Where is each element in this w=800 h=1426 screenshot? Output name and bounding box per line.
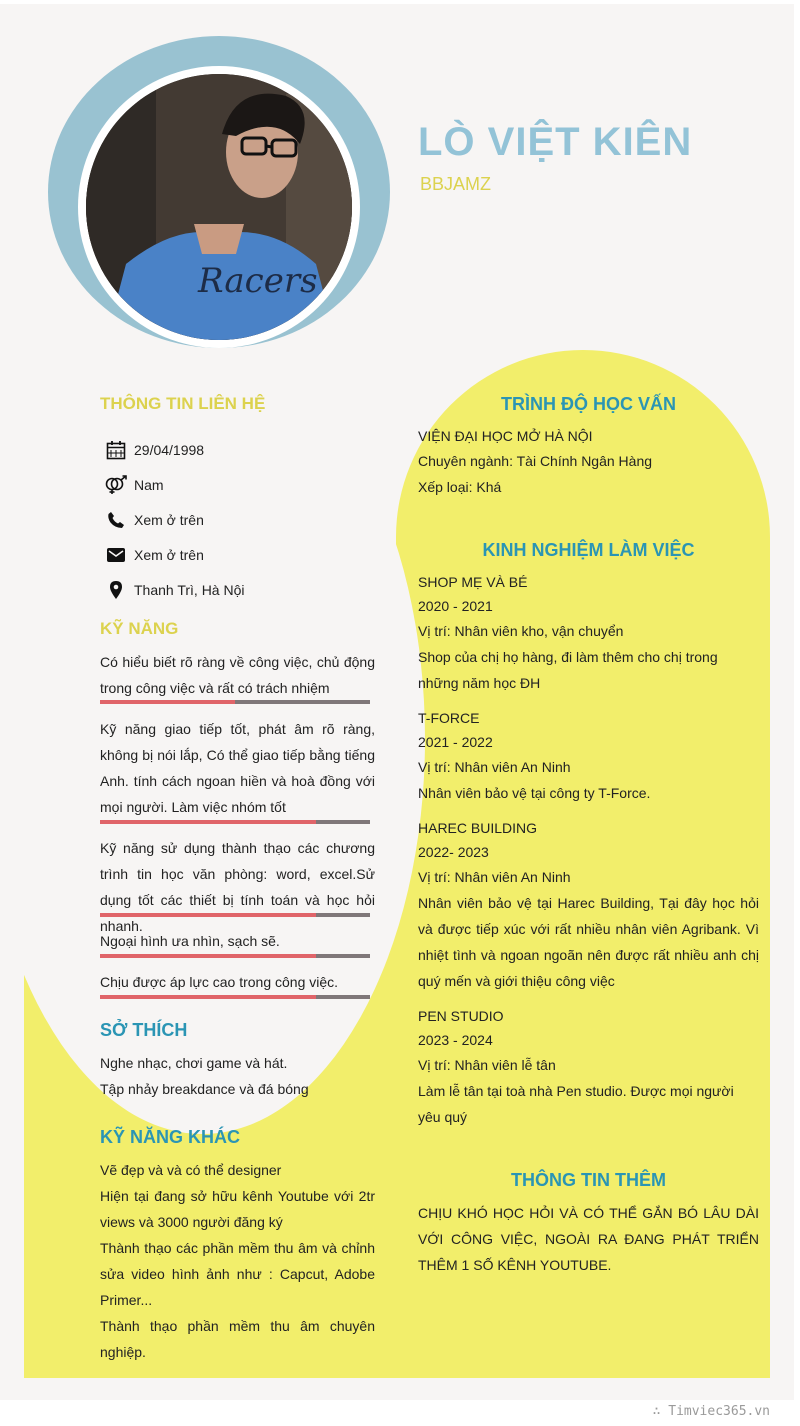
job-description: Nhân viên bảo vệ tại công ty T-Force. xyxy=(418,785,651,801)
gender-value: Nam xyxy=(134,477,164,493)
other-skills-title: KỸ NĂNG KHÁC xyxy=(100,1127,241,1147)
job-period: 2021 - 2022 xyxy=(418,734,493,750)
skill-bar xyxy=(100,700,370,704)
education-title: TRÌNH ĐỘ HỌC VẤN xyxy=(501,394,676,414)
other-skill-item: Thành thạo phần mềm thu âm chuyên nghiệp. xyxy=(100,1318,375,1360)
experience-title: KINH NGHIỆM LÀM VIỆC xyxy=(482,540,695,560)
watermark xyxy=(653,1404,770,1419)
skills-title: KỸ NĂNG xyxy=(100,619,179,638)
avatar-portrait-illustration xyxy=(86,74,352,340)
skill-bar-fill xyxy=(100,995,316,999)
job-company: HAREC BUILDING xyxy=(418,820,538,836)
skill-item: Chịu được áp lực cao trong công việc. xyxy=(100,974,339,990)
phone-value: Xem ở trên xyxy=(134,512,204,528)
job-company: SHOP MẸ VÀ BÉ xyxy=(418,574,528,590)
job-company: T-FORCE xyxy=(418,710,480,726)
skill-bar xyxy=(100,820,370,824)
cv-sheet xyxy=(0,4,794,1400)
skill-bar xyxy=(100,913,370,917)
skill-item: Ngoại hình ưa nhìn, sạch sẽ. xyxy=(100,933,280,949)
education-school: VIỆN ĐẠI HỌC MỞ HÀ NỘI xyxy=(418,428,593,444)
hobby-item: Nghe nhạc, chơi game và hát. xyxy=(100,1055,288,1071)
job-period: 2022- 2023 xyxy=(418,844,489,860)
additional-info-title: THÔNG TIN THÊM xyxy=(511,1170,666,1190)
skill-bar-fill xyxy=(100,700,235,704)
other-skill-item: Hiện tại đang sở hữu kênh Youtube với 2tr views và 3000 người đăng ký xyxy=(100,1188,375,1230)
gender-icon xyxy=(104,474,128,496)
contact-email xyxy=(104,543,204,567)
candidate-nickname: BBJAMZ xyxy=(420,174,492,194)
job-period: 2020 - 2021 xyxy=(418,598,493,614)
job-description: Làm lễ tân tại toà nhà Pen studio. Được mọi người yêu quý xyxy=(418,1083,734,1125)
other-skill-item: Thành thạo các phần mềm thu âm và chỉnh sửa video hình ảnh như : Capcut, Adobe Primer... xyxy=(100,1240,375,1308)
job-position: Vị trí: Nhân viên lễ tân xyxy=(418,1057,556,1073)
location-pin-icon xyxy=(104,579,128,601)
job-description: Shop của chị họ hàng, đi làm thêm cho chị trong những năm học ĐH xyxy=(418,649,718,691)
skill-bar-fill xyxy=(100,820,316,824)
additional-info-text: CHỊU KHÓ HỌC HỎI VÀ CÓ THỂ GẮN BÓ LÂU DÀI VỚI CÔNG VIỆC, NGOÀI RA ĐANG PHÁT TRIỂN THÊM 1 SỐ KÊNH YOUTUBE. xyxy=(418,1205,759,1273)
skill-item: Kỹ năng giao tiếp tốt, phát âm rõ ràng, không bị nói lắp, Có thể giao tiếp bằng tiếng Anh. tính cách ngoan hiền và hoà đồng với mọi người. Làm việc nhóm tốt xyxy=(100,721,375,815)
education-major: Chuyên ngành: Tài Chính Ngân Hàng xyxy=(418,453,653,469)
job-period: 2023 - 2024 xyxy=(418,1032,493,1048)
other-skill-item: Vẽ đẹp và và có thể designer xyxy=(100,1162,282,1178)
contact-phone xyxy=(104,508,204,532)
avatar xyxy=(86,74,352,340)
email-icon xyxy=(104,544,128,566)
contact-birthday xyxy=(104,438,204,462)
job-position: Vị trí: Nhân viên kho, vận chuyển xyxy=(418,623,624,639)
contact-gender xyxy=(104,473,164,497)
skill-item: Có hiểu biết rõ ràng về công việc, chủ động trong công việc và rất có trách nhiệm xyxy=(100,654,375,696)
contact-address xyxy=(104,578,245,602)
hobby-item: Tập nhảy breakdance và đá bóng xyxy=(100,1081,309,1097)
job-position: Vị trí: Nhân viên An Ninh xyxy=(418,869,571,885)
phone-icon xyxy=(104,509,128,531)
hobbies-title: SỞ THÍCH xyxy=(100,1020,188,1040)
candidate-name: LÒ VIỆT KIÊN xyxy=(418,120,693,164)
skill-bar xyxy=(100,954,370,958)
job-company: PEN STUDIO xyxy=(418,1008,504,1024)
education-rank: Xếp loại: Khá xyxy=(418,479,502,495)
job-description: Nhân viên bảo vệ tại Harec Building, Tại đây học hỏi và được tiếp xúc với rất nhiều nhân viên Agribank. Vì nhiệt tình và ngoan ngoãn nên được rất nhiều anh chị quý mến và giới thiệu công việc xyxy=(418,895,759,989)
skill-bar-fill xyxy=(100,954,316,958)
watermark-icon: ∴ xyxy=(652,1404,669,1419)
email-value: Xem ở trên xyxy=(134,547,204,563)
svg-text:Racers: Racers xyxy=(198,261,318,301)
skill-bar-fill xyxy=(100,913,316,917)
address-value: Thanh Trì, Hà Nội xyxy=(134,582,245,598)
skill-item: Kỹ năng sử dụng thành thạo các chương trình tin học văn phòng: word, excel.Sử dụng tốt các thiết bị tính toán và học hỏi nhanh. xyxy=(100,840,375,934)
contact-title: THÔNG TIN LIÊN HỆ xyxy=(100,394,266,413)
calendar-icon xyxy=(104,439,128,461)
skill-bar xyxy=(100,995,370,999)
watermark-text: Timviec365.vn xyxy=(668,1404,770,1419)
birthday-value: 29/04/1998 xyxy=(134,442,205,458)
job-position: Vị trí: Nhân viên An Ninh xyxy=(418,759,571,775)
